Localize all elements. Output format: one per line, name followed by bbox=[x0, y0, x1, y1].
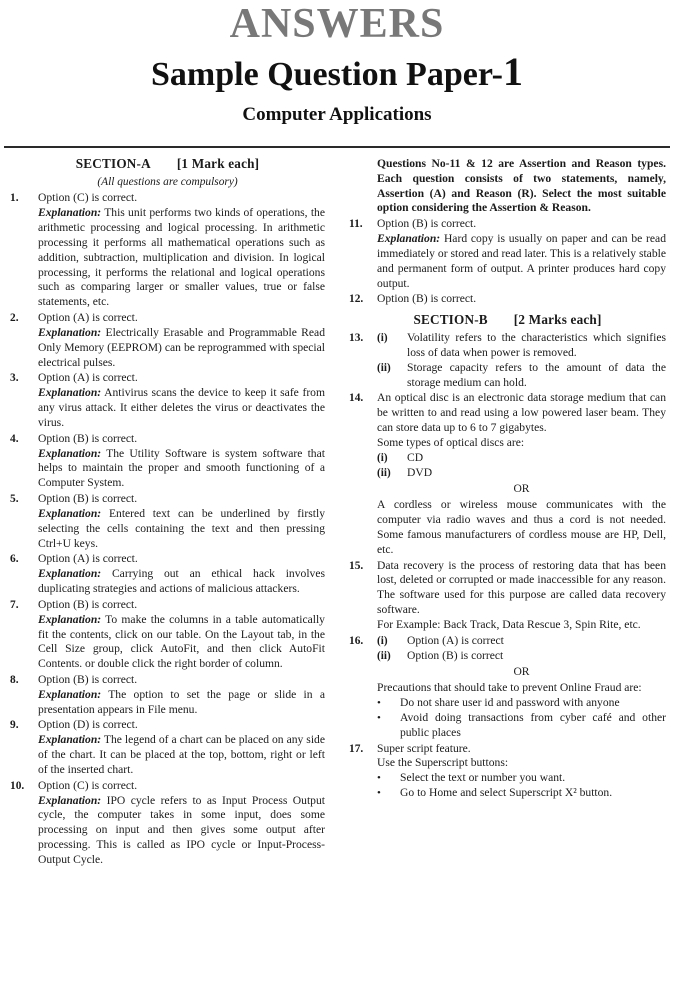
answer-item-9 bbox=[10, 718, 325, 777]
sub-item-text: Option (A) is correct bbox=[407, 633, 504, 647]
answer-text: Option (C) is correct. bbox=[38, 191, 138, 205]
answer-number: 3. bbox=[10, 372, 19, 385]
page-title bbox=[0, 50, 674, 95]
sub-item bbox=[377, 634, 666, 649]
or-separator: OR bbox=[513, 482, 530, 496]
answer-item-15 bbox=[349, 559, 666, 633]
answer-text: Option (A) is correct. bbox=[38, 552, 138, 566]
page-header bbox=[0, 2, 674, 126]
answers-heading: ANSWERS bbox=[229, 1, 445, 47]
explanation-label: Explanation: bbox=[38, 687, 102, 701]
sub-item-label: (ii) bbox=[377, 466, 391, 479]
sub-item-text: Volatility refers to the characteristics which signifies loss of data when power is removed. bbox=[407, 331, 666, 359]
explanation-text: To make the columns in a table automatically fit the contents, click on our table. On the Layout tab, in the Cell Size group, click AutoFit, and then click AutoFit Contents. or double click the right border of column. bbox=[38, 612, 325, 671]
answer-item-1 bbox=[10, 191, 325, 310]
alternate-answer-text: A cordless or wireless mouse communicates with the computer via radio waves and thus a cord is not needed. Some famous manufacturers of cordless mouse are HP, Dell, etc. bbox=[377, 498, 666, 556]
answer-paragraph: Data recovery is the process of restoring data that has been lost, deleted or corrupted or made inaccessible for any reason. The software used for this purpose are called data recovery software. bbox=[377, 558, 666, 617]
bullet-text: Avoid doing transactions from cyber café and other public places bbox=[400, 710, 666, 739]
answer-number: 15. bbox=[349, 559, 364, 572]
section-a-header bbox=[10, 156, 325, 173]
explanation-text: IPO cycle refers to as Input Process Output cycle, the computer takes in some input, does some processing on input and then gives some output after processing. This is called as IPO cycle or Input-Process-Output Cycle. bbox=[38, 793, 325, 866]
answer-item-17 bbox=[349, 742, 666, 801]
bullet-item bbox=[377, 696, 666, 711]
answer-item-10 bbox=[10, 779, 325, 868]
sub-item-text: Option (B) is correct bbox=[407, 648, 504, 662]
section-b-header bbox=[349, 312, 666, 329]
sub-item bbox=[377, 361, 666, 391]
sub-item-label: (i) bbox=[377, 451, 388, 464]
answer-text: Option (B) is correct. bbox=[377, 292, 477, 306]
answer-number: 16. bbox=[349, 634, 364, 647]
answer-item-7 bbox=[10, 598, 325, 672]
or-separator: OR bbox=[513, 665, 530, 679]
answer-paragraph: An optical disc is an electronic data storage medium that can be written to and read using a low powered laser beam. They can store data up to 6 to 7 gigabytes. bbox=[377, 391, 666, 435]
section-a-note: (All questions are compulsory) bbox=[97, 175, 238, 188]
sub-item-text: Storage capacity refers to the amount of data the storage medium can hold. bbox=[407, 360, 666, 389]
explanation-label: Explanation: bbox=[38, 612, 102, 626]
sub-item-label: (i) bbox=[377, 634, 388, 647]
answer-number: 8. bbox=[10, 673, 19, 686]
answer-number: 14. bbox=[349, 392, 364, 405]
answer-paragraph: Super script feature. bbox=[377, 741, 471, 755]
section-a-title: SECTION-A bbox=[75, 156, 151, 171]
sub-item-label: (ii) bbox=[377, 361, 391, 374]
subject-heading: Computer Applications bbox=[242, 103, 432, 125]
sub-item-label: (i) bbox=[377, 332, 388, 345]
explanation-text: Hard copy is usually on paper and can be read immediately or stored and read later. This is a relatively stable and permanent form of output. A printer produces hard copy output. bbox=[377, 232, 666, 290]
answer-paragraph: For Example: Back Track, Data Rescue 3, Spin Rite, etc. bbox=[377, 617, 641, 631]
answer-paragraph: Use the Superscript buttons: bbox=[377, 756, 509, 770]
sub-item bbox=[377, 466, 666, 481]
answer-text: Option (B) is correct. bbox=[38, 672, 138, 686]
answer-number: 5. bbox=[10, 493, 19, 506]
answer-paragraph: Some types of optical discs are: bbox=[377, 435, 525, 449]
sub-item bbox=[377, 649, 666, 664]
answer-number: 13. bbox=[349, 332, 364, 345]
left-column bbox=[0, 156, 337, 868]
answer-number: 1. bbox=[10, 192, 19, 205]
answer-number: 7. bbox=[10, 598, 19, 611]
section-a-marks: [1 Mark each] bbox=[176, 156, 260, 171]
answer-item-14 bbox=[349, 391, 666, 557]
answer-item-6 bbox=[10, 552, 325, 596]
answer-number: 12. bbox=[349, 293, 364, 306]
bullet-text: Do not share user id and password with anyone bbox=[400, 696, 620, 710]
answer-item-4 bbox=[10, 432, 325, 491]
explanation-label: Explanation: bbox=[38, 386, 102, 400]
explanation-text: The Utility Software is system software that helps to maintain the proper and smooth functioning of a Computer System. bbox=[38, 446, 325, 490]
explanation-text: Antivirus scans the device to keep it safe from any virus attack. It either deletes the virus or deactivates the virus. bbox=[38, 386, 325, 429]
answer-number: 17. bbox=[349, 742, 364, 755]
answer-item-12 bbox=[349, 292, 666, 307]
page-title-text: Sample Question Paper- bbox=[151, 56, 503, 94]
answer-text: Option (B) is correct. bbox=[38, 492, 138, 506]
explanation-label: Explanation: bbox=[38, 325, 102, 339]
sub-item bbox=[377, 331, 666, 361]
answer-text: Option (B) is correct. bbox=[38, 597, 138, 611]
bullet-text: Select the text or number you want. bbox=[400, 771, 566, 785]
explanation-label: Explanation: bbox=[38, 733, 102, 747]
bullet-icon: • bbox=[377, 787, 381, 800]
answer-number: 10. bbox=[10, 779, 25, 792]
sub-item-text: CD bbox=[407, 450, 424, 464]
section-b-title: SECTION-B bbox=[413, 312, 488, 328]
bullet-item bbox=[377, 771, 666, 786]
answer-text: Option (C) is correct. bbox=[38, 778, 138, 792]
explanation-text: This unit performs two kinds of operations, the arithmetic processing and logical processing. In arithmetic processing it performs all mathematical operations such as addition, subtraction, multiplication and division. In logical processing, it performs the relational and logical operations such as comparing larger or smaller values, true or false statements, etc. bbox=[38, 206, 325, 309]
explanation-text: Carrying out an ethical hack involves duplicating strategies and actions of malicious attackers. bbox=[38, 567, 325, 596]
answer-text: Option (B) is correct. bbox=[38, 431, 138, 445]
bullet-item bbox=[377, 786, 666, 801]
answer-number: 9. bbox=[10, 719, 19, 732]
bullet-icon: • bbox=[377, 697, 381, 710]
section-b-marks: [2 Marks each] bbox=[513, 312, 602, 328]
answer-item-16 bbox=[349, 634, 666, 741]
explanation-text: Entered text can be underlined by firstly selecting the cells containing the text and then pressing Ctrl+U keys. bbox=[38, 506, 325, 550]
bullet-icon: • bbox=[377, 711, 381, 724]
answer-number: 6. bbox=[10, 553, 19, 566]
answer-number: 4. bbox=[10, 432, 19, 445]
answer-number: 2. bbox=[10, 312, 19, 325]
explanation-label: Explanation: bbox=[38, 506, 102, 520]
explanation-text: Electrically Erasable and Programmable Read Only Memory (EEPROM) can be reprogrammed with special electrical pulses. bbox=[38, 325, 325, 369]
answer-item-11 bbox=[349, 217, 666, 291]
alternate-answer-intro: Precautions that should take to prevent Online Fraud are: bbox=[377, 681, 642, 695]
bullet-text: Go to Home and select Superscript X² button. bbox=[400, 786, 613, 800]
answer-text: Option (A) is correct. bbox=[38, 371, 138, 385]
bullet-item bbox=[377, 711, 666, 741]
explanation-text: The option to set the page or slide in a presentation appears in File menu. bbox=[38, 687, 325, 716]
right-column bbox=[337, 156, 674, 868]
assertion-reason-note-text: Questions No-11 & 12 are Assertion and Reason types. Each question consists of two statements, namely, Assertion (A) and Reason (R). Select the most suitable option considering the Assertion & Reason. bbox=[377, 157, 666, 215]
bullet-icon: • bbox=[377, 772, 381, 785]
assertion-reason-note bbox=[349, 157, 666, 216]
content-columns bbox=[0, 156, 674, 868]
answer-text: Option (D) is correct. bbox=[38, 718, 138, 732]
explanation-label: Explanation: bbox=[377, 232, 441, 246]
answer-item-3 bbox=[10, 371, 325, 430]
answer-text: Option (B) is correct. bbox=[377, 217, 477, 231]
explanation-label: Explanation: bbox=[38, 793, 102, 807]
sub-item-text: DVD bbox=[407, 465, 433, 479]
explanation-label: Explanation: bbox=[38, 567, 102, 581]
sub-item bbox=[377, 451, 666, 466]
header-divider bbox=[4, 146, 670, 148]
answer-item-5 bbox=[10, 492, 325, 551]
explanation-text: The legend of a chart can be placed on any side of the chart. It can be placed at the top, bottom, right or left of the inserted chart. bbox=[38, 733, 325, 776]
answer-number: 11. bbox=[349, 218, 363, 231]
sub-item-label: (ii) bbox=[377, 649, 391, 662]
explanation-label: Explanation: bbox=[38, 206, 102, 220]
answer-item-8 bbox=[10, 673, 325, 717]
answer-item-13 bbox=[349, 331, 666, 390]
explanation-label: Explanation: bbox=[38, 446, 102, 460]
answer-text: Option (A) is correct. bbox=[38, 311, 138, 325]
answer-item-2 bbox=[10, 311, 325, 370]
paper-number: 1 bbox=[502, 49, 523, 95]
